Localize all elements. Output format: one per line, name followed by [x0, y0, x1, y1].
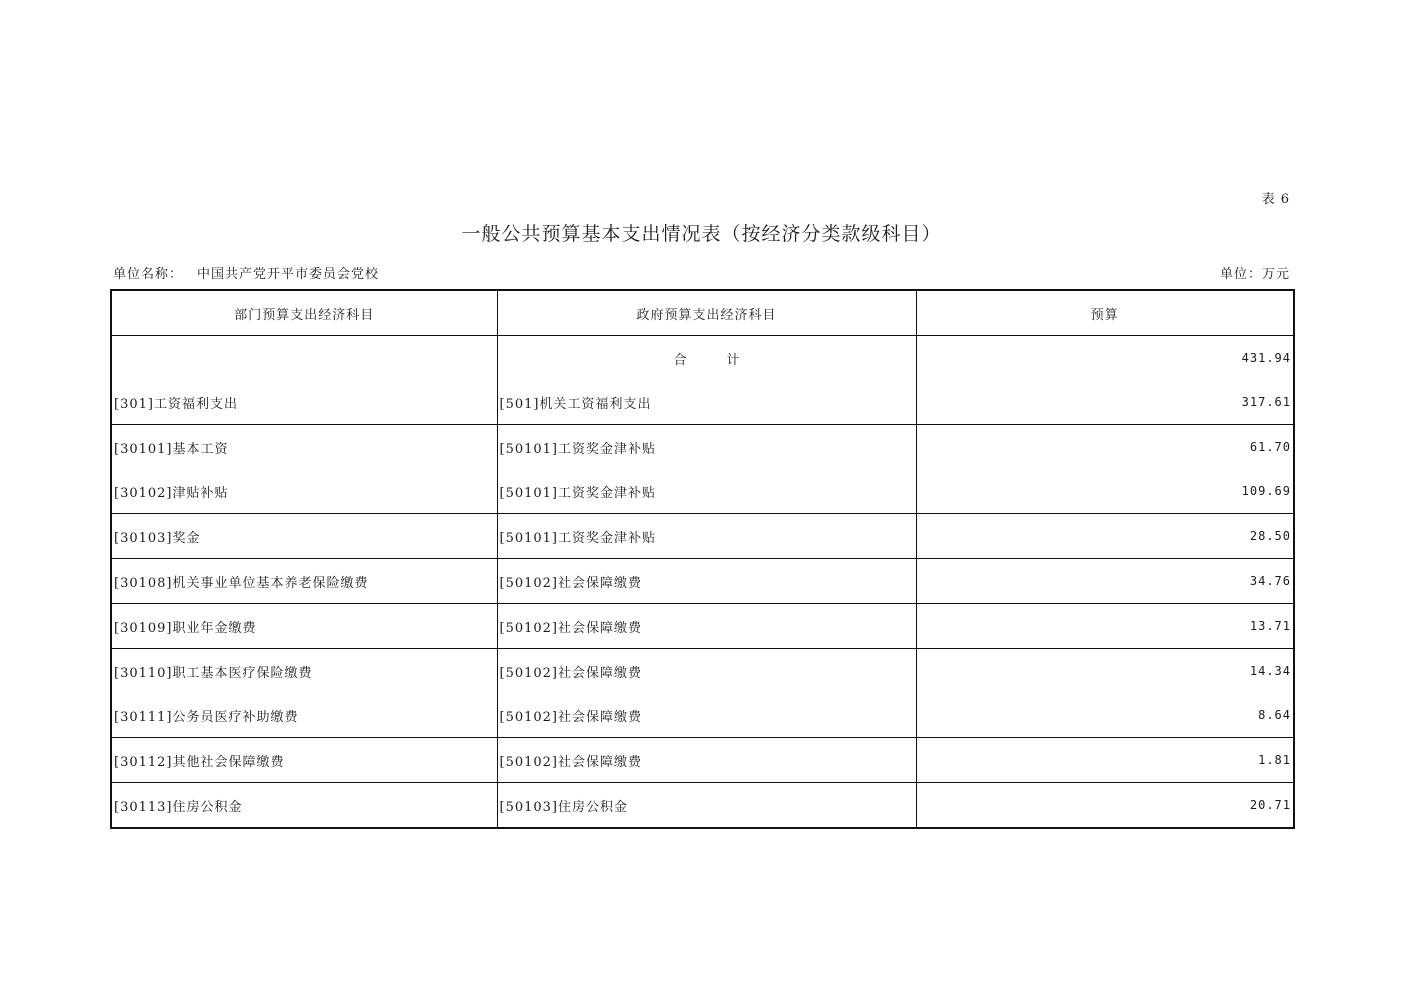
unit-name-value: 中国共产党开平市委员会党校	[197, 267, 380, 282]
currency-unit: 单位：万元	[1219, 267, 1290, 282]
table-row	[111, 469, 1294, 514]
table-row	[111, 783, 1294, 829]
gov-subject-cell: [50102]社会保障缴费	[497, 604, 916, 649]
dept-subject-cell: [30113]住房公积金	[111, 783, 497, 829]
total-label-cell	[497, 336, 916, 381]
dept-subject-cell: [30111]公务员医疗补助缴费	[111, 693, 497, 738]
total-row	[111, 336, 1294, 381]
gov-subject-cell: [50102]社会保障缴费	[497, 649, 916, 694]
table-row	[111, 738, 1294, 783]
gov-subject-cell: [50102]社会保障缴费	[497, 559, 916, 604]
table-row	[111, 380, 1294, 425]
dept-subject-cell: [30110]职工基本医疗保险缴费	[111, 649, 497, 694]
total-label: 合计	[673, 352, 780, 368]
budget-amount-cell: 13.71	[916, 604, 1294, 649]
table-number-label: 表 6	[1261, 192, 1290, 207]
dept-subject-cell: [30103]奖金	[111, 514, 497, 559]
budget-amount-cell: 28.50	[916, 514, 1294, 559]
table-row	[111, 649, 1294, 694]
budget-amount-cell: 34.76	[916, 559, 1294, 604]
header-gov-subject: 政府预算支出经济科目	[497, 290, 916, 336]
budget-amount-cell: 109.69	[916, 469, 1294, 514]
total-value-cell: 431.94	[916, 336, 1294, 381]
dept-subject-cell: [30109]职业年金缴费	[111, 604, 497, 649]
dept-subject-cell: [30112]其他社会保障缴费	[111, 738, 497, 783]
dept-subject-cell: [301]工资福利支出	[111, 380, 497, 425]
gov-subject-cell: [50102]社会保障缴费	[497, 693, 916, 738]
table-header-row	[111, 290, 1294, 336]
budget-table	[110, 289, 1295, 829]
table-row	[111, 604, 1294, 649]
gov-subject-cell: [50102]社会保障缴费	[497, 738, 916, 783]
header-dept-subject: 部门预算支出经济科目	[111, 290, 497, 336]
budget-amount-cell: 20.71	[916, 783, 1294, 829]
dept-subject-cell: [30101]基本工资	[111, 425, 497, 470]
gov-subject-cell: [50101]工资奖金津补贴	[497, 425, 916, 470]
header-budget: 预算	[916, 290, 1294, 336]
gov-subject-cell: [50103]住房公积金	[497, 783, 916, 829]
table-row	[111, 693, 1294, 738]
unit-name-line	[113, 263, 379, 282]
budget-amount-cell: 61.70	[916, 425, 1294, 470]
budget-amount-cell: 1.81	[916, 738, 1294, 783]
table-row	[111, 425, 1294, 470]
dept-subject-cell: [30102]津贴补贴	[111, 469, 497, 514]
budget-amount-cell: 14.34	[916, 649, 1294, 694]
document-title: 一般公共预算基本支出情况表（按经济分类款级科目）	[461, 223, 942, 245]
table-row	[111, 559, 1294, 604]
budget-amount-cell: 8.64	[916, 693, 1294, 738]
gov-subject-cell: [50101]工资奖金津补贴	[497, 514, 916, 559]
gov-subject-cell: [501]机关工资福利支出	[497, 380, 916, 425]
total-dept-cell	[111, 336, 497, 381]
table-row	[111, 514, 1294, 559]
gov-subject-cell: [50101]工资奖金津补贴	[497, 469, 916, 514]
dept-subject-cell: [30108]机关事业单位基本养老保险缴费	[111, 559, 497, 604]
budget-amount-cell: 317.61	[916, 380, 1294, 425]
unit-name-label: 单位名称：	[113, 267, 184, 282]
